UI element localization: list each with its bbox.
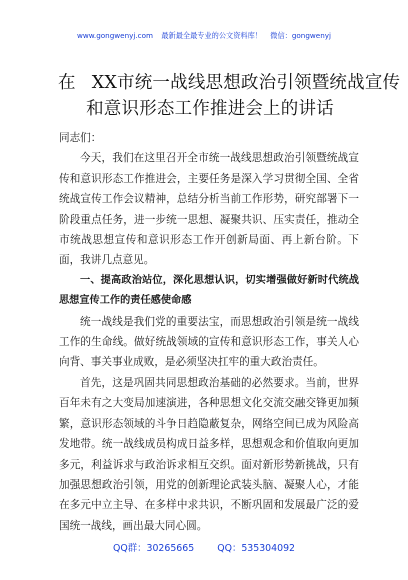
header-wechat: 微信：gongwenyj xyxy=(270,31,332,40)
title-line-2: 和意识形态工作推进会上的讲话 xyxy=(86,99,334,119)
title-line-1-text: XX市统一战线思想政治引领暨统战宣传 xyxy=(91,73,401,93)
title-prefix: 在 xyxy=(58,73,76,93)
section-heading-1: 一、提高政治站位，深化思想认识，切实增强做好新时代统战思想宣传工作的责任感使命感 xyxy=(59,274,359,307)
title-line-1 xyxy=(40,70,401,96)
paragraph-2: 统一战线是我们党的重要法宝，而思想政治引领是统一战线工作的生命线。做好统战领域的宣传和意识形态工作，事关人心向背、事关事业成败，是必须坚决扛牢的重大政治责任。 xyxy=(59,315,359,369)
footer-contact xyxy=(0,543,408,555)
salutation: 同志们： xyxy=(59,132,102,144)
footer-qq-group: QQ群：30265665 xyxy=(112,543,195,554)
header-slogan: 最新最全最专业的公文资料库！ xyxy=(161,31,262,40)
header-bar xyxy=(0,31,408,40)
header-site-link[interactable]: www.gongwenyj.com xyxy=(76,31,154,40)
document-title xyxy=(40,70,401,122)
document-body xyxy=(59,128,359,536)
paragraph-3: 首先，这是巩固共同思想政治基础的必然要求。当前，世界百年未有之大变局加速演进，各种思想文化交流交融交锋更加频繁，意识形态领域的斗争日趋隐蔽复杂，网络空间已成为风险高发地带。统一战线成员构成日益多样，思想观念和价值取向更加多元，利益诉求与政治诉求相互交织。面对新形势新挑战，只有加强思想政治引领，用党的创新理论武装头脑、凝聚人心，才能在多元中立主导、在多样中求共识，不断巩固和发展最广泛的爱国统一战线，画出最大同心圆。 xyxy=(59,376,359,532)
footer-qq: QQ：535304092 xyxy=(217,543,296,554)
paragraph-1: 今天，我们在这里召开全市统一战线思想政治引领暨统战宣传和意识形态工作推进会，主要任务是深入学习贯彻全国、全省统战宣传工作会议精神，总结分析当前工作形势，研究部署下一阶段重点任务，进一步统一思想、凝聚共识、压实责任，推动全市统战思想宣传和意识形态工作开创新局面、再上新台阶。下面，我讲几点意见。 xyxy=(59,152,359,267)
